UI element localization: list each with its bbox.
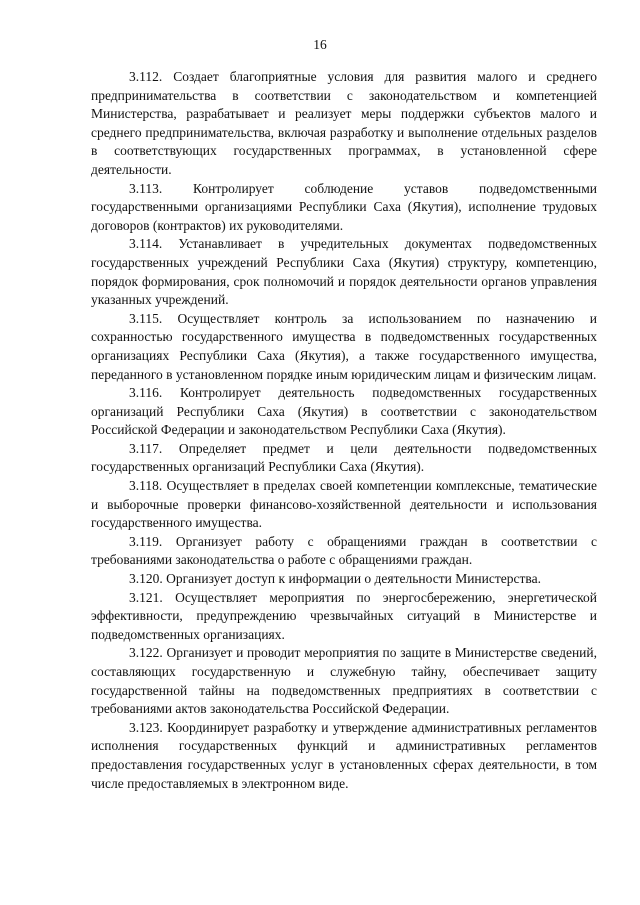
page-number: 16 [313, 37, 327, 52]
paragraph-3-115: 3.115. Осуществляет контроль за использованием по назначению и сохранностью государственного имущества в подведомственных государственных организациях Республики Саха (Якутия), а также государственного имущества, переданного в установленном порядке иным юридическим лицам и физическим лицам. [91, 310, 597, 382]
paragraph-3-122: 3.122. Организует и проводит мероприятия по защите в Министерстве сведений, составляющих государственную и служебную тайну, обеспечивает защиту государственной тайны на подведомственных предприятиях в соответствии с требованиями актов законодательства Российской Федерации. [91, 645, 597, 717]
paragraph-3-118: 3.118. Осуществляет в пределах своей компетенции комплексные, тематические и выборочные проверки финансово-хозяйственной деятельности и использования государственного имущества. [91, 478, 597, 531]
document-body [91, 68, 597, 793]
paragraph-3-117: 3.117. Определяет предмет и цели деятельности подведомственных государственных организаций Республики Саха (Якутия). [91, 440, 597, 475]
paragraph-3-112: 3.112. Создает благоприятные условия для развития малого и среднего предпринимательства в соответствии с законодательством и компетенцией Министерства, разрабатывает и реализует меры поддержки субъектов малого и среднего предпринимательства, включая разработку и выполнение отдельных разделов в соответствующих государственных программах, в установленной сфере деятельности. [91, 69, 597, 177]
paragraph-3-121: 3.121. Осуществляет мероприятия по энергосбережению, энергетической эффективности, предупреждению чрезвычайных ситуаций в Министерстве и подведомственных организациях. [91, 589, 597, 642]
paragraph-3-113: 3.113. Контролирует соблюдение уставов подведомственными государственными организациями Республики Саха (Якутия), исполнение трудовых договоров (контрактов) их руководителями. [91, 180, 597, 233]
paragraph-3-116: 3.116. Контролирует деятельность подведомственных государственных организаций Республики Саха (Якутия) в соответствии с законодательством Российской Федерации и законодательством Республики Саха (Якутия). [91, 385, 597, 438]
paragraph-3-114: 3.114. Устанавливает в учредительных документах подведомственных государственных учреждений Республики Саха (Якутия) структуру, компетенцию, порядок формирования, срок полномочий и порядок деятельности органов управления указанных учреждений. [91, 236, 597, 308]
paragraph-3-120: 3.120. Организует доступ к информации о деятельности Министерства. [129, 571, 541, 587]
paragraph-3-119: 3.119. Организует работу с обращениями граждан в соответствии с требованиями законодательства о работе с обращениями граждан. [91, 533, 597, 568]
paragraph-3-123: 3.123. Координирует разработку и утверждение административных регламентов исполнения государственных функций и административных регламентов предоставления государственных услуг в установленных сферах деятельности, в том числе предоставляемых в электронном виде. [91, 719, 597, 791]
